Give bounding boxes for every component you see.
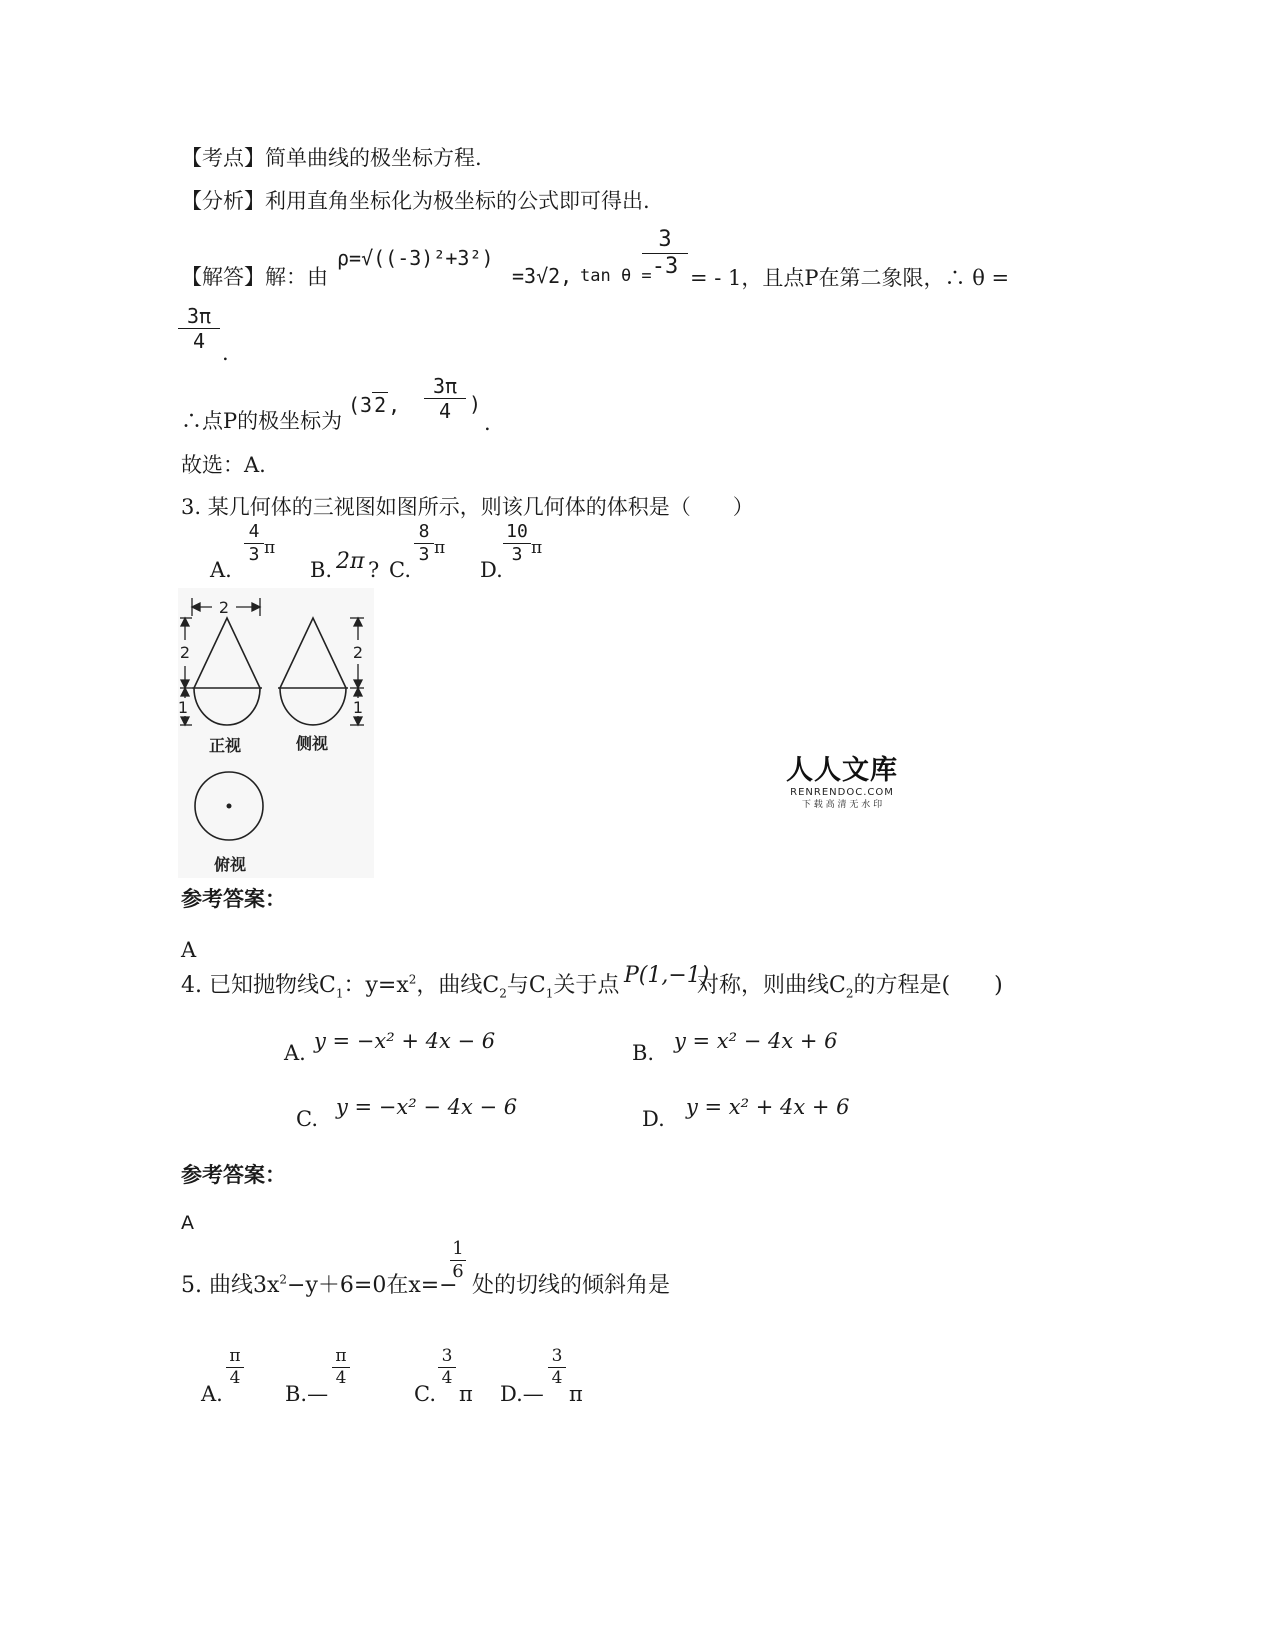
q3-option-a-fraction: 4 3 [244,523,264,564]
q5-stem: 5. 曲线$3x^2-y+6=0$在x=− [181,1272,458,1298]
q4-option-a-label: A. [284,1041,306,1065]
q4-option-a-expr: y = −x² + 4x − 6 [314,1029,496,1053]
figure-background [178,588,374,878]
side-view-label: 侧视 [295,734,329,753]
rho-result: =3√2, [512,264,573,288]
q5-option-c-fraction: 3 4 [438,1348,456,1387]
q4-option-d-label: D. [642,1107,665,1131]
q4-option-b-expr: y = x² − 4x + 6 [674,1029,838,1053]
q3-stem: 3. 某几何体的三视图如图所示，则该几何体的体积是（ ） [181,495,754,519]
kaodian-line: 【考点】简单曲线的极坐标方程. [181,146,482,170]
coord-denominator: 4 [438,399,452,423]
coord-numerator: 3π [432,374,458,398]
coord-prefix: ∴点P的极坐标为 [181,409,343,433]
q3-answer-heading: 参考答案： [181,887,286,911]
q5-option-b-label: B.— [285,1382,329,1406]
side-hemi-height-label: 1 [352,698,364,717]
dim-hemi-height-label: 1 [178,698,189,717]
coord-value: (3 2 , [348,393,401,417]
theta-denominator: 4 [192,329,206,353]
q5-option-c-pi: π [459,1382,473,1406]
theta-numerator: 3π [186,304,212,328]
tan-label: tan θ = [580,266,652,286]
q5-stem-end: 处的切线的倾斜角是 [472,1273,671,1298]
q5-option-d-label: D.— [500,1382,544,1406]
three-view-figure [178,588,374,878]
choose-line: 故选：A. [181,453,266,477]
watermark-slogan: 下 载 高 清 无 水 印 [801,800,883,810]
q4-option-b-label: B. [632,1041,655,1065]
coord-fraction [424,376,466,421]
q3-option-c-fraction: 8 3 [414,523,434,564]
q5-option-d-pi: π [569,1382,583,1406]
watermark-title: 人人文库 [786,755,898,786]
q3-answer: A [181,938,197,962]
watermark-site: RENRENDOC.COM [790,787,894,798]
tan-fraction [642,229,688,278]
q3-option-a-label: A. [210,558,232,582]
q4-answer: A [181,1212,194,1234]
q5-option-b-fraction: π 4 [332,1348,350,1387]
rho-expression: ρ=√((-3)²+3²) [337,246,494,270]
theta-period: . [222,341,229,365]
tan-denominator: -3 [651,254,679,279]
theta-fraction [178,306,220,351]
watermark-logo [780,756,904,811]
q4-option-c-expr: y = −x² − 4x − 6 [336,1095,518,1119]
q5-option-c-label: C. [414,1382,436,1406]
q4-answer-heading: 参考答案： [181,1163,286,1187]
fenxi-line: 【分析】利用直角坐标化为极坐标的公式即可得出. [181,189,650,213]
q3-option-d-pi: π [531,538,543,558]
q4-option-d-expr: y = x² + 4x + 6 [686,1095,850,1119]
q4-option-c-label: C. [296,1107,318,1131]
q4-point: P(1,−1) [624,963,710,988]
dim-width-label: 2 [218,598,230,617]
q3-option-d-label: D. [480,558,503,582]
top-view-center-dot [227,804,232,809]
q5-option-a-fraction: π 4 [226,1348,244,1387]
q3-option-d-fraction: 10 3 [503,523,531,564]
tan-result: = - 1，且点P在第二象限，∴ θ = [690,266,1010,290]
q3-option-c-pi: π [434,538,446,558]
q5-option-a-label: A. [201,1382,223,1406]
q4-stem-end: 对称，则曲线$C_2$的方程是( ) [697,973,1003,1001]
coord-close: ) [469,392,482,416]
tan-numerator: 3 [658,227,672,252]
q3-option-b-label: B. [310,558,333,582]
q5-x-fraction: 1 6 [450,1240,466,1281]
q3-option-a-pi: π [264,538,276,558]
coord-period: . [484,411,491,435]
dim-cone-height-label: 2 [179,643,191,662]
q5-option-d-fraction: 3 4 [548,1348,566,1387]
q4-stem: 4. 已知抛物线$C_1$：$y=x^2$，曲线$C_2$与$C_1$关于点 [181,972,620,1001]
side-cone-height-label: 2 [352,643,364,662]
q3-option-c-label: C. [389,558,411,582]
q3-option-b-suffix: ? [368,558,380,582]
front-view-label: 正视 [208,736,242,755]
q3-option-b-value: 2π [336,549,365,574]
top-view-label: 俯视 [213,855,247,874]
jieda-prefix: 【解答】解：由 [181,265,328,289]
